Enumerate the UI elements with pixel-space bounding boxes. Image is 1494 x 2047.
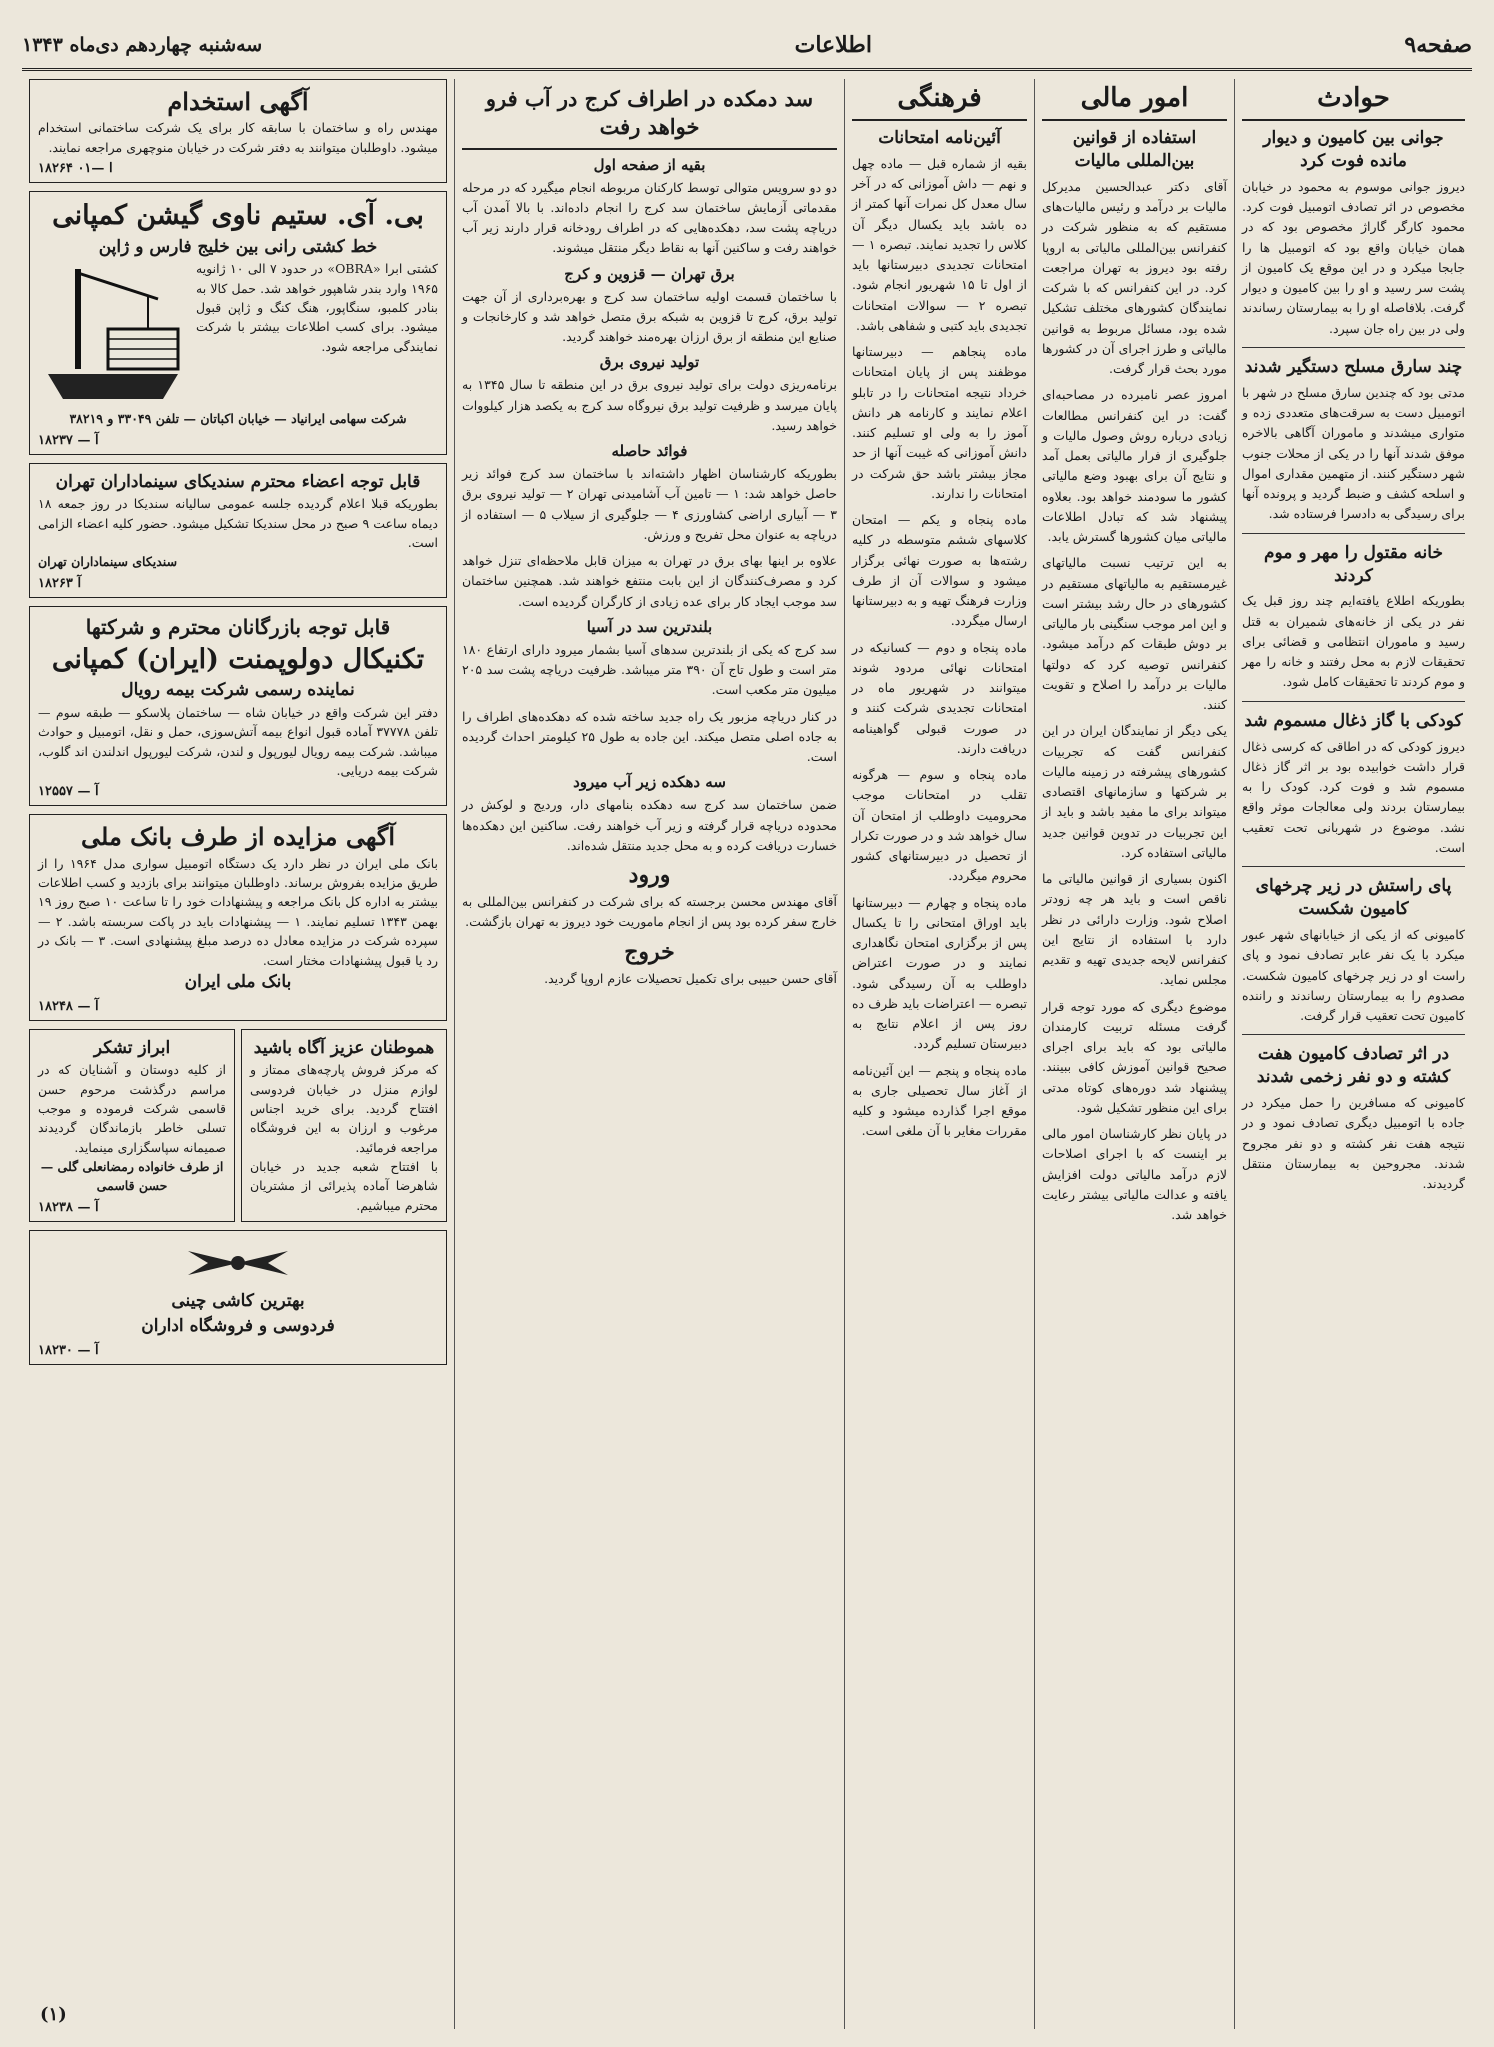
ad-code: ۱۸۲۴۸ — آ [38, 998, 99, 1014]
subheading: تولید نیروی برق [599, 353, 700, 372]
article-body: اکنون بسیاری از قوانین مالیاتی ما ناقص است و باید هر چه زودتر اصلاح شود. وزارت دارائی در نظر دارد با استفاده از نتایج این کنفرانس لایحه جدیدی تهیه و تقدیم مجلس نماید. [1042, 871, 1227, 988]
column-culture [844, 79, 1034, 2029]
article-body: آقای دکتر عبدالحسین مدیرکل مالیات بر درآمد و رئیس مالیات‌های مستقیم که به منظور شرکت در کنفرانس بین‌المللی مالیاتی به اروپا رفته بود دیروز به تهران مراجعت کرد. در این کنفرانس که با شرکت نمایندگان کشورهای مختلف تشکیل شده بود، مسائل مربوط به قوانین مالیاتی و طرز اجرای آن در کشورها مورد بحث قرار گرفت. [1042, 178, 1227, 377]
article-body: ماده پنجاه و سوم — هرگونه تقلب در امتحانات موجب محرومیت داوطلب از امتحان آن سال خواهد شد و در صورت تکرار از تحصیل در دبیرستانهای کشور محروم میگردد. [852, 767, 1027, 884]
ad-body: با افتتاح شعبه جدید در خیابان شاهرضا آماده پذیرائی از مشتریان محترم میباشیم. [250, 1159, 438, 1213]
column-karaj-dam [454, 79, 844, 2029]
subheading: برق تهران — قزوین و کرج [564, 264, 735, 283]
article-body: در پایان نظر کارشناسان امور مالی بر اینست که با اجرای اصلاحات لازم درآمد مالیاتی دولت افزایش یافته و عدالت مالیاتی بیشتر رعایت خواهد شد. [1042, 1126, 1227, 1223]
ship-crane-illustration [38, 259, 188, 409]
ad-body: کشتی ابرا «OBRA» در حدود ۷ الی ۱۰ ژانویه ۱۹۶۵ وارد بندر شاهپور خواهد شد. حمل کالا به بنادر کلمبو، سنگاپور، هنگ کنگ و ژاپن قبول میشود. برای کسب اطلاعات بیشتر با شرکت نمایندگی مراجعه شود. [196, 261, 439, 354]
ad-title: هموطنان عزیز آگاه باشید [253, 1037, 435, 1058]
article-body: دو دو سرویس متوالی توسط کارکنان مربوطه انجام میگیرد که در مرحله مقدماتی آزمایش ساختمان سد کرج را انجام داده‌اند. با بالا آمدن آب دریاچه پشت سد، دهکده‌هایی که در اطراف رودخانه قرار دارند زیر آب خواهند رفت و ساکنین آنها به نقاط دیگر منتقل میشوند. [462, 179, 837, 256]
headline: سد دمکده در اطراف کرج در آب فرو خواهد رفت [462, 85, 837, 150]
ad-title: بهترین کاشی چینی [171, 1291, 305, 1312]
ad-subtitle: نماینده رسمی شرکت بیمه رویال [121, 680, 355, 701]
ad-row [29, 1029, 447, 1231]
ad-title: بی. آی. ستیم ناوی گیشن کمپانی [52, 200, 424, 232]
page-label: صفحه۹ [1404, 32, 1472, 58]
ad-title: آگهی مزایده از طرف بانک ملی [81, 822, 395, 852]
column-finance [1034, 79, 1234, 2029]
ad-employment [29, 79, 447, 183]
article-body: ماده پنجاه و دوم — کسانیکه در امتحانات نهائی مردود شوند میتوانند در شهریور ماه در امتحانات تجدیدی شرکت کنند و در صورت قبولی گواهینامه دریافت دارند. [852, 639, 1027, 756]
ad-tiles [29, 1230, 447, 1364]
divider [1242, 701, 1465, 702]
section-culture-heading: فرهنگی [852, 79, 1027, 121]
divider [1242, 347, 1465, 348]
ad-code: ۱۸۲۳۷ — آ [38, 432, 99, 448]
ad-shipping [29, 191, 447, 454]
subheading: فوائد حاصله [611, 442, 688, 461]
divider [1242, 1034, 1465, 1035]
article-title: خانه مقتول را مهر و موم کردند [1264, 542, 1443, 586]
section-finance-heading: امور مالی [1042, 79, 1227, 121]
article-body: بقیه از شماره قبل — ماده چهل و نهم — داش آموزانی که در آخر سال معدل کل نمرات آنها کمتر از ده باشد باید یکسال دیگر آن کلاس را تجدید نمایند. تبصره ۱ — امتحانات تجدیدی دبیرستانها باید از اول تا ۱۵ شهریور انجام شود. تبصره ۲ — سوالات امتحانات تجدیدی باید کتبی و شفاهی باشد. [852, 155, 1028, 333]
ad-code: ۱۸۲۶۴ ا —۰۱ [38, 161, 113, 177]
column-incidents [1234, 79, 1472, 2029]
ad-body: دفتر این شرکت واقع در خیابان شاه — ساختمان پلاسکو — طبقه سوم — تلفن ۳۷۷۷۸ آماده قبول انواع بیمه آتش‌سوزی، حمل و نقل، اتومبیل و حوادث میباشد. شرکت بیمه رویال لیورپول و لندن، شرکت لیورپول اندلندن اند گلوب، شرکت بیمه دریایی. [38, 704, 438, 778]
article-body: موضوع دیگری که مورد توجه قرار گرفت مسئله تربیت کارمندان مالیاتی بود که باید برای اجرای صحیح قوانین آموزش کافی ببینند. پیشنهاد شد دوره‌های کوتاه مدتی برای این منظور تشکیل شود. [1042, 998, 1227, 1115]
article-body: یکی دیگر از نمایندگان ایران در این کنفرانس گفت که تجربیات کشورهای پیشرفته در زمینه مالیات بر شرکتها و سازمانهای اقتصادی میتواند برای ما مفید باشد و باید از این تجربیات در تدوین قوانین جدید مالیاتی استفاده کرد. [1042, 723, 1227, 860]
article-body: امروز عصر نامبرده در مصاحبه‌ای گفت: در این کنفرانس مطالعات زیادی درباره روش وصول مالیات و جلوگیری از فرار مالیاتی بعمل آمد و نتایج آن برای بهبود وضع مالیاتی کشور ما سودمند خواهد بود. بعلاوه پیشنهاد شد که تبادل اطلاعات مالیاتی میان کشورها گسترش یابد. [1042, 387, 1227, 545]
article-body: کامیونی که از یکی از خیابانهای شهر عبور میکرد با یک نفر عابر تصادف نمود و پای راست او در زیر چرخهای کامیون شکست. مصدوم را به بیمارستان رساندند و راننده کامیون تحت تعقیب قرار گرفت. [1242, 927, 1465, 1023]
article-title: کودکی با گاز ذغال مسموم شد [1244, 710, 1463, 731]
ad-subtitle: خط کشتی رانی بین خلیج فارس و ژاپن [98, 236, 378, 257]
ad-title: قابل توجه اعضاء محترم سندیکای سینماداران تهران [55, 471, 421, 492]
newspaper-name: اطلاعات [794, 32, 872, 58]
article-body: دیروز کودکی که در اطاقی که کرسی ذغال قرار داشت خوابیده بود بر اثر گاز ذغال مسموم شد و فوت کرد. کودک را به بیمارستان بردند ولی معالجات موثر واقع نشد. موضوع در شهربانی تحت تعقیب است. [1242, 738, 1465, 855]
columns [22, 79, 1472, 2029]
subheading: سه دهکده زیر آب میرود [573, 773, 726, 792]
subheading: خروج [624, 938, 675, 965]
article-title: آئین‌نامه امتحانات [878, 128, 1001, 148]
ad-signature: از طرف خانواده رمضانعلی گلی — حسن قاسمی [40, 1159, 224, 1194]
ad-code: ۱۸۲۳۸ — آ [38, 1199, 99, 1215]
ad-body: از کلیه دوستان و آشنایان که در مراسم درگذشت مرحوم حسن قاسمی شرکت فرموده و موجب تسلی خاطر بازماندگان گردیدند صمیمانه سپاسگزاری مینماید. [38, 1062, 226, 1155]
subheading: بلندترین سد در آسیا [586, 617, 713, 636]
page-number: (۱) [40, 2004, 67, 2025]
ad-thanks [29, 1029, 235, 1223]
ad-contact: شرکت سهامی ایرانیاد — خیابان اکباتان — تلفن ۳۳۰۴۹ و ۳۸۲۱۹ [69, 411, 407, 427]
article-body: ماده پنجاه و پنجم — این آئین‌نامه از آغاز سال تحصیلی جاری به موقع اجرا گذارده میشود و کلیه مقررات مغایر با آن ملغی است. [852, 1062, 1027, 1139]
column-ads [22, 79, 454, 2029]
article-body: کامیونی که مسافرین را حمل میکرد در جاده با اتومبیل دیگری تصادف نمود و در نتیجه هفت نفر کشته و دو نفر مجروح شدند. مجروحین به بیمارستان منتقل گردیدند. [1242, 1095, 1465, 1192]
ad-title: آگهی استخدام [167, 87, 309, 116]
divider [1242, 533, 1465, 534]
ad-notice [241, 1029, 447, 1223]
ad-logo [38, 1243, 438, 1283]
ad-title: قابل توجه بازرگانان محترم و شرکتها [85, 614, 391, 639]
article-title: چند سارق مسلح دستگیر شدند [1244, 356, 1463, 377]
article-body: در کنار دریاچه مزبور یک راه جدید ساخته شده که دهکده‌های اطراف را به جاده اصلی متصل میکند. این جاده به طول ۲۵ کیلومتر احداث گردیده است. [462, 708, 837, 765]
ad-title: ابراز تشکر [93, 1037, 171, 1058]
article-title: در اثر تصادف کامیون هفت کشته و دو نفر زخمی شدند [1256, 1044, 1451, 1088]
section-incidents-heading: حوادث [1242, 79, 1465, 121]
ad-code: ۱۸۲۶۳ آ [38, 575, 82, 591]
article-title: استفاده از قوانین بین‌المللی مالیات [1072, 128, 1197, 171]
article-body: علاوه بر اینها بهای برق در تهران به میزان قابل ملاحظه‌ای تنزل خواهد کرد و مصرف‌کنندگان از این بابت منتفع خواهند شد. همچنین ساختمان سد موجب ایجاد کار برای عده زیادی از کارگران گردیده است. [462, 553, 837, 609]
article-title: پای راستش در زیر چرخهای کامیون شکست [1255, 876, 1452, 920]
ad-cinema-syndicate [29, 463, 447, 598]
subheading: ورود [628, 862, 671, 889]
ad-bank-auction [29, 814, 447, 1020]
ad-subtitle: فردوسی و فروشگاه اداران [141, 1315, 335, 1336]
ad-body: بطوریکه قبلا اعلام گردیده جلسه عمومی سالیانه سندیکا در روز جمعه ۱۸ دیماه ساعت ۹ صبح در محل سندیکا تشکیل میشود. حضور کلیه اعضاء الزامی است. [38, 496, 439, 550]
article-body: دیروز جوانی موسوم به محمود در خیابان مخصوص در اثر تصادف اتومبیل فوت کرد. محمود کارگر گاراژ مخصوص بود که در همان خیابان واقع بود که اتومبیل ها را جابجا میکرد و در این موقع یک کامیون از پشت سر رسید و او را بین کامیون و دیوار گرفت. بلافاصله او را به بیمارستان رساندند ولی در بین راه جان سپرد. [1242, 178, 1465, 336]
ad-code: ۱۲۵۵۷ — آ [38, 784, 99, 800]
article-body: بطوریکه اطلاع یافته‌ایم چند روز قبل یک نفر در یکی از خانه‌های شمیران به قتل رسید و ماموران انتظامی و قضائی برای تحقیقات لازم به محل رفتند و خانه را مهر و موم کردند تا تحقیقات کامل شود. [1242, 593, 1465, 690]
article-body: ماده پنجاه و چهارم — دبیرستانها باید اوراق امتحانی را تا یکسال پس از برگزاری امتحان نگاهداری نمایند و در صورت اعتراض داوطلب به آن رسیدگی شود. تبصره — اعتراضات باید ظرف ده روز پس از اعلام نتایج به دبیرستان تسلیم گردد. [852, 894, 1027, 1052]
article-body: به این ترتیب نسبت مالیاتهای غیرمستقیم به مالیاتهای مستقیم در کشورهای در حال رشد بیشتر است و این امر موجب سنگینی بار مالیاتی بر دوش طبقات کم درآمد میشود. کنفرانس توصیه کرد که دولتها مالیات بر درآمد را اصلاح و تقویت کنند. [1042, 555, 1227, 713]
divider [1242, 866, 1465, 867]
ad-body: مهندس راه و ساختمان با سابقه کار برای یک شرکت ساختمانی استخدام میشود. داوطلبان میتوانند به دفتر شرکت در خیابان منوچهری مراجعه نمایند. [38, 120, 438, 155]
article-body: بطوریکه کارشناسان اظهار داشته‌اند با ساختمان سد کرج فوائد زیر حاصل خواهد شد: ۱ — تامین آب آشامیدنی تهران ۲ — تولید نیروی برق ۳ — آبیاری اراضی کشاورزی ۴ — جلوگیری از سیلاب ۵ — استفاده از دریاچه به عنوان محل تفریح و ورزش. [462, 466, 838, 542]
ad-shipping-content [38, 259, 438, 409]
article-body: سد کرج که یکی از بلندترین سدهای آسیا بشمار میرود دارای ارتفاع ۱۸۰ متر است و طول تاج آن ۳۹۰ متر میباشد. ظرفیت دریاچه پشت سد ۲۰۵ میلیون متر مکعب است. [462, 641, 837, 698]
ad-company-name: تکنیکال دولوپمنت (ایران) کمپانی [51, 643, 425, 675]
masthead [22, 28, 1472, 71]
article-title: جوانی بین کامیون و دیوار مانده فوت کرد [1263, 128, 1444, 171]
ad-code: ۱۸۲۳۰ — آ [38, 1342, 99, 1358]
article-body: برنامه‌ریزی دولت برای تولید نیروی برق در این منطقه تا سال ۱۳۴۵ به پایان میرسد و ظرفیت تولید برق نیروگاه سد کرج به یکصد هزار کیلووات خواهد رسید. [462, 377, 838, 433]
article-body: ماده پنجاه و یکم — امتحان کلاسهای ششم متوسطه در کلیه رشته‌ها به صورت نهائی برگزار میشود و سوالات آن از طرف وزارت فرهنگ تهیه و به دبیرستانها ارسال میگردد. [852, 512, 1027, 629]
article-body: ماده پنجاهم — دبیرستانها موظفند پس از پایان امتحانات خرداد نتیجه امتحانات را در تابلو اعلام نمایند و کارنامه هر دانش آموز را به ولی او تسلیم کنند. دانش آموزانی که غیبت آنها از حد مجاز بیشتر باشد حق شرکت در امتحانات را ندارند. [852, 344, 1027, 501]
ad-signature: سندیکای سینماداران تهران [38, 554, 178, 570]
article-body: آقای حسن حبیبی برای تکمیل تحصیلات عازم اروپا گردید. [544, 970, 837, 986]
ad-body: بانک ملی ایران در نظر دارد یک دستگاه اتومبیل سواری مدل ۱۹۶۴ را از طریق مزایده بفروش برساند. داوطلبان میتوانند برای بازدید و کسب اطلاعات بیشتر به اداره کل بانک مراجعه و پیشنهادات خود را تا ساعت ۱۰ صبح روز ۱۹ بهمن ۱۳۴۳ تسلیم نمایند. ۱ — پیشنهادات باید در پاکت سربسته باشد. ۲ — سپرده شرکت در مزایده معادل ده درصد مبلغ پیشنهادی است. ۳ — بانک در رد یا قبول پیشنهادات مختار است. [38, 855, 439, 968]
article-body: مدتی بود که چندین سارق مسلح در شهر با اتومبیل دست به سرقت‌های متعددی زده و متواری میشدند و ماموران آگاهی بالاخره موفق شدند آنها را در یکی از محلات جنوب شهر دستگیر کنند. از متهمین مقداری اموال و اسلحه کشف و ضبط گردید و پرونده آنها برای رسیدگی به دادسرا فرستاده شد. [1242, 384, 1465, 522]
ad-insurance [29, 606, 447, 807]
ad-signature: بانک ملی ایران [184, 971, 292, 992]
wings-logo-icon [178, 1243, 298, 1283]
subheading: بقیه از صفحه اول [593, 155, 706, 174]
ad-body: که مرکز فروش پارچه‌های ممتاز و لوازم منزل در خیابان فردوسی افتتاح گردید. برای خرید اجناس مرغوب و ارزان به این فروشگاه مراجعه فرمائید. [250, 1062, 438, 1155]
article-body: ضمن ساختمان سد کرج سه دهکده بنامهای دار، وردیج و لوکش در محدوده دریاچه قرار گرفته و زیر آب خواهند رفت. ساکنین این دهکده‌ها خسارت دریافت کرده و به محل جدید منتقل شده‌اند. [462, 797, 837, 853]
article-body: با ساختمان قسمت اولیه ساختمان سد کرج و بهره‌برداری از آن جهت تولید برق، کرج تا قزوین به شبکه برق متصل خواهد شد و کارخانجات و صنایع این منطقه از برق ارزان بهره‌مند خواهند گردید. [462, 288, 837, 345]
issue-date: سه‌شنبه چهاردهم دی‌ماه ۱۳۴۳ [22, 34, 263, 56]
article-body: آقای مهندس محسن برجسته که برای شرکت در کنفرانس بین‌المللی به خارج سفر کرده بود پس از انجام ماموریت خود دیروز به تهران بازگشت. [462, 894, 837, 930]
